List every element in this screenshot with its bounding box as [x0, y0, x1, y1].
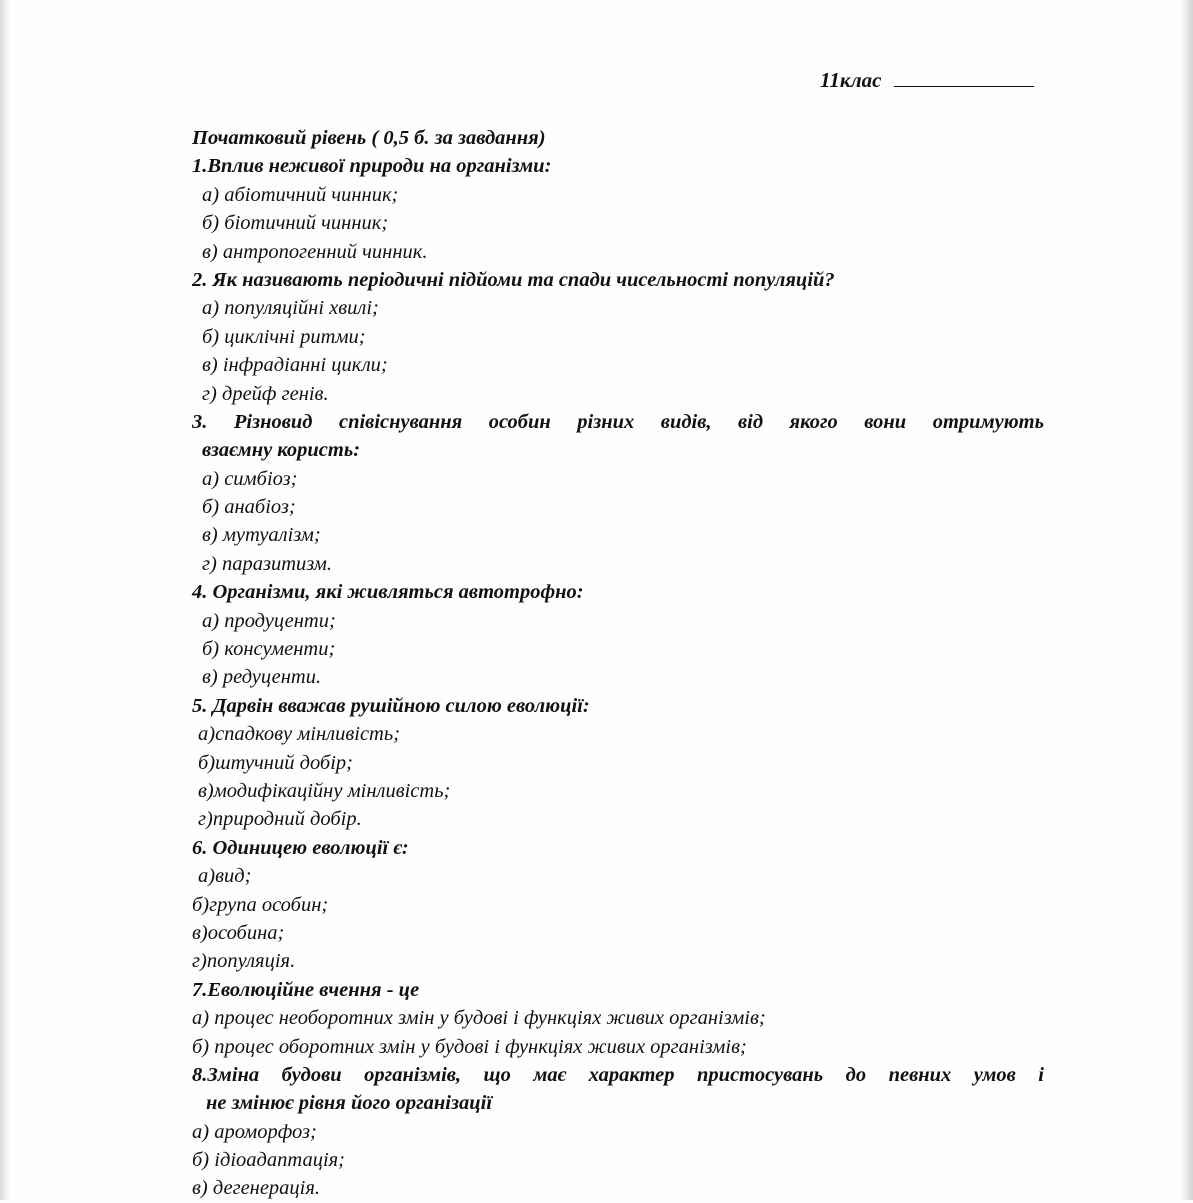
- question-8-continued: не змінює рівня його організації: [206, 1092, 493, 1115]
- question-3: 3. Різновид співіснування особин різних видів, від якого вони отримують: [192, 410, 1044, 433]
- question-5: 5. Дарвін вважав рушійною силою еволюції:: [192, 694, 590, 717]
- option-7a: а) процес необоротних змін у будові і функціях живих організмів;: [192, 1007, 766, 1030]
- question-2: 2. Як називають періодичні підйоми та спади чисельності популяцій?: [192, 268, 835, 291]
- section-title: Початковий рівень ( 0,5 б. за завдання): [192, 127, 546, 149]
- name-blank-line: [894, 68, 1034, 87]
- option-2d: г) дрейф генів.: [202, 382, 329, 405]
- question-3-continued: взаємну користь:: [202, 439, 361, 462]
- page-shadow-left: [0, 0, 12, 1200]
- option-8a: а) ароморфоз;: [192, 1120, 317, 1143]
- grade-header: [820, 68, 1034, 93]
- question-1: 1.Вплив неживої природи на організми:: [192, 155, 552, 178]
- option-5b: б)штучний добір;: [198, 751, 354, 774]
- question-4: 4. Організми, які живляться автотрофно:: [192, 581, 584, 604]
- question-7: 7.Еволюційне вчення - це: [192, 978, 420, 1001]
- option-4a: а) продуценти;: [202, 609, 336, 632]
- option-7b: б) процес оборотних змін у будові і функціях живих організмів;: [192, 1035, 747, 1058]
- page-shadow-right: [1179, 0, 1193, 1200]
- option-3c: в) мутуалізм;: [202, 524, 321, 547]
- option-5c: в)модифікаційну мінливість;: [198, 779, 451, 802]
- option-4c: в) редуценти.: [202, 666, 322, 689]
- option-1b: б) біотичний чинник;: [202, 212, 389, 235]
- option-3d: г) паразитизм.: [202, 552, 332, 575]
- option-5a: а)спадкову мінливість;: [198, 723, 401, 746]
- option-8b: б) ідіоадаптація;: [192, 1149, 345, 1172]
- option-1c: в) антропогенний чинник.: [202, 240, 428, 263]
- option-2b: б) циклічні ритми;: [202, 325, 366, 348]
- option-6a: а)вид;: [198, 865, 252, 888]
- question-8: 8.Зміна будови організмів, що має характер пристосувань до певних умов і: [192, 1063, 1044, 1086]
- option-3b: б) анабіоз;: [202, 496, 296, 519]
- option-6b: б)група особин;: [192, 893, 329, 916]
- option-3a: а) симбіоз;: [202, 467, 298, 490]
- option-2a: а) популяційні хвилі;: [202, 297, 379, 320]
- option-4b: б) консументи;: [202, 638, 336, 661]
- question-6: 6. Одиницею еволюції є:: [192, 836, 409, 859]
- grade-label: 11клас: [820, 68, 882, 92]
- option-6c: в)особина;: [192, 921, 285, 944]
- option-2c: в) інфрадіанні цикли;: [202, 354, 388, 377]
- option-1a: а) абіотичний чинник;: [202, 183, 399, 206]
- option-6d: г)популяція.: [192, 950, 296, 973]
- option-5d: г)природний добір.: [198, 808, 362, 831]
- option-8c: в) дегенерація.: [192, 1177, 321, 1200]
- test-content: [192, 124, 1052, 1203]
